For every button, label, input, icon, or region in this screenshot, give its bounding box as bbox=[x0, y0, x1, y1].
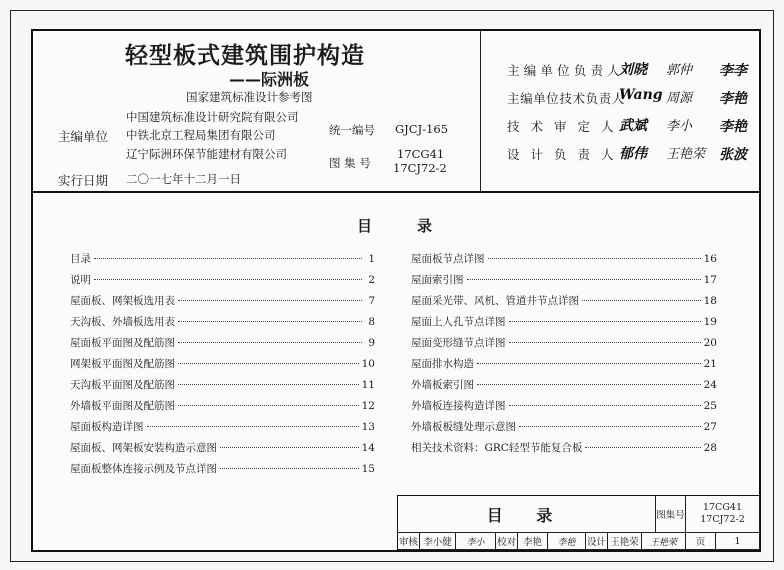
toc-page: 7 bbox=[368, 295, 375, 307]
toc-leader bbox=[477, 384, 701, 385]
atlas-number-value-2: 17CJ72-2 bbox=[393, 161, 447, 175]
toc-heading-left: 目 bbox=[357, 217, 373, 235]
toc-title: 屋面变形缝节点详图 bbox=[411, 337, 506, 349]
toc-page: 15 bbox=[361, 463, 375, 475]
toc-title: 屋面采光带、风机、管道井节点详图 bbox=[411, 295, 579, 307]
editor-unit-3: 辽宁际洲环保节能建材有限公司 bbox=[126, 147, 287, 161]
toc-page: 2 bbox=[368, 274, 375, 286]
resp-signature: Wang bbox=[619, 87, 663, 103]
toc-title: 天沟板平面图及配筋图 bbox=[70, 379, 175, 391]
toc-page: 21 bbox=[703, 358, 717, 370]
toc-title: 屋面板整体连接示例及节点详图 bbox=[70, 463, 217, 475]
design-signature: 王艳荣 bbox=[642, 533, 686, 550]
toc-row bbox=[411, 398, 717, 412]
resp-label-2: 主编单位技术负责人 bbox=[507, 91, 625, 106]
toc-page: 8 bbox=[368, 316, 375, 328]
toc-title: 屋面索引图 bbox=[411, 274, 464, 286]
toc-page: 20 bbox=[703, 337, 717, 349]
resp-signature: 李李 bbox=[719, 63, 747, 79]
atlas-number-label: 图 集 号 bbox=[329, 156, 371, 170]
toc-row bbox=[70, 335, 375, 349]
atlas-number-value-1: 17CG41 bbox=[397, 147, 445, 161]
toc-leader bbox=[582, 300, 701, 301]
title-block-atlas-value-1: 17CG41 bbox=[702, 502, 743, 513]
toc-leader bbox=[147, 426, 359, 427]
toc-page: 1 bbox=[368, 253, 375, 265]
toc-page: 9 bbox=[368, 337, 375, 349]
toc-title: 外墙板板缝处理示意图 bbox=[411, 421, 516, 433]
resp-signature: 李小 bbox=[666, 119, 693, 134]
resp-label-4: 设计负责人 bbox=[507, 147, 625, 162]
toc-row bbox=[70, 293, 375, 307]
toc-page: 24 bbox=[703, 379, 717, 391]
toc-title: 屋面板平面图及配筋图 bbox=[70, 337, 175, 349]
review-signature: 李小 bbox=[456, 533, 496, 550]
toc-row bbox=[411, 251, 717, 265]
toc-page: 27 bbox=[703, 421, 717, 433]
resp-signature: 张波 bbox=[719, 147, 747, 163]
resp-signature: 李艳 bbox=[719, 119, 747, 135]
toc-leader bbox=[178, 363, 359, 364]
toc-page: 16 bbox=[703, 253, 717, 265]
title-block bbox=[397, 495, 759, 550]
page-label: 页 bbox=[686, 533, 716, 550]
toc-row bbox=[411, 377, 717, 391]
toc-leader bbox=[220, 468, 359, 469]
toc-row bbox=[70, 272, 375, 286]
toc-row bbox=[411, 314, 717, 328]
code-value: GJCJ-165 bbox=[395, 122, 449, 136]
toc-leader bbox=[509, 342, 701, 343]
resp-signature: 郭仲 bbox=[666, 63, 693, 78]
resp-signature: 王艳荣 bbox=[666, 147, 706, 162]
header-divider bbox=[33, 191, 759, 193]
date-value: 二〇一七年十二月一日 bbox=[126, 172, 241, 186]
toc-page: 14 bbox=[361, 442, 375, 454]
atlas-category: 国家建筑标准设计参考图 bbox=[186, 90, 313, 104]
toc-row bbox=[411, 356, 717, 370]
title-block-name: 目 录 bbox=[398, 496, 656, 533]
toc-title: 屋面排水构造 bbox=[411, 358, 474, 370]
toc-leader bbox=[178, 405, 359, 406]
check-name: 李艳 bbox=[518, 533, 548, 550]
toc-title: 目录 bbox=[70, 253, 91, 265]
toc-row bbox=[411, 293, 717, 307]
resp-label-1: 主编单位负责人 bbox=[507, 63, 624, 78]
resp-signature: 刘晓 bbox=[619, 62, 647, 78]
toc-leader bbox=[488, 258, 701, 259]
toc-title: 天沟板、外墙板选用表 bbox=[70, 316, 175, 328]
toc-title: 外墙板平面图及配筋图 bbox=[70, 400, 175, 412]
toc-row bbox=[70, 398, 375, 412]
title-block-atlas-label: 图集号 bbox=[656, 496, 686, 533]
design-label: 设计 bbox=[586, 533, 608, 550]
toc-row bbox=[70, 251, 375, 265]
toc-title: 外墙板连接构造详图 bbox=[411, 400, 506, 412]
toc-leader bbox=[477, 363, 701, 364]
editor-unit-1: 中国建筑标准设计研究院有限公司 bbox=[126, 110, 299, 124]
check-signature: 李艳 bbox=[548, 533, 586, 550]
header-vertical-divider bbox=[480, 31, 481, 191]
date-label: 实行日期 bbox=[58, 173, 109, 188]
design-name: 王艳荣 bbox=[608, 533, 642, 550]
code-label: 统一编号 bbox=[329, 123, 375, 137]
toc-row bbox=[70, 356, 375, 370]
toc-title: 屋面板构造详图 bbox=[70, 421, 144, 433]
toc-row bbox=[411, 440, 717, 454]
resp-signature: 武斌 bbox=[619, 118, 647, 134]
toc-leader bbox=[178, 384, 359, 385]
toc-page: 25 bbox=[703, 400, 717, 412]
toc-title: 网架板平面图及配筋图 bbox=[70, 358, 175, 370]
toc-row bbox=[70, 314, 375, 328]
toc-leader bbox=[178, 342, 362, 343]
title-block-atlas-value-2: 17CJ72-2 bbox=[700, 514, 745, 525]
toc-row bbox=[411, 419, 717, 433]
toc-leader bbox=[220, 447, 359, 448]
resp-signature: 周源 bbox=[666, 91, 693, 106]
toc-leader bbox=[94, 258, 362, 259]
toc-row bbox=[70, 461, 375, 475]
review-name: 李小健 bbox=[420, 533, 456, 550]
atlas-title: 轻型板式建筑围护构造 bbox=[125, 43, 365, 69]
page-value: 1 bbox=[716, 533, 760, 550]
toc-leader bbox=[94, 279, 362, 280]
toc-title: 相关技术资料：GRC轻型节能复合板 bbox=[411, 442, 583, 454]
atlas-subtitle: ——际洲板 bbox=[229, 70, 310, 89]
toc-page: 13 bbox=[361, 421, 375, 433]
editor-label: 主编单位 bbox=[58, 129, 109, 144]
check-label: 校对 bbox=[496, 533, 518, 550]
toc-title: 屋面板、网架板安装构造示意图 bbox=[70, 442, 217, 454]
toc-leader bbox=[509, 405, 701, 406]
toc-leader bbox=[519, 426, 701, 427]
title-block-atlas-values bbox=[686, 496, 760, 533]
review-label: 审核 bbox=[398, 533, 420, 550]
toc-page: 19 bbox=[703, 316, 717, 328]
toc-title: 屋面上人孔节点详图 bbox=[411, 316, 506, 328]
toc-leader bbox=[178, 300, 362, 301]
toc-heading-right: 录 bbox=[417, 217, 433, 235]
toc-page: 11 bbox=[361, 379, 375, 391]
resp-signature: 郁伟 bbox=[619, 146, 647, 162]
toc-page: 18 bbox=[703, 295, 717, 307]
drawing-frame bbox=[31, 29, 761, 552]
toc-page: 28 bbox=[703, 442, 717, 454]
toc-row bbox=[70, 419, 375, 433]
toc-leader bbox=[178, 321, 362, 322]
toc-title: 说明 bbox=[70, 274, 91, 286]
toc-leader bbox=[585, 447, 700, 448]
toc-title: 屋面板节点详图 bbox=[411, 253, 485, 265]
toc-row bbox=[411, 272, 717, 286]
toc-title: 屋面板、网架板选用表 bbox=[70, 295, 175, 307]
toc-row bbox=[70, 377, 375, 391]
editor-unit-2: 中铁北京工程局集团有限公司 bbox=[126, 128, 276, 142]
toc-leader bbox=[467, 279, 701, 280]
resp-signature: 李艳 bbox=[719, 91, 747, 107]
toc-page: 12 bbox=[361, 400, 375, 412]
toc-page: 17 bbox=[703, 274, 717, 286]
toc-title: 外墙板索引图 bbox=[411, 379, 474, 391]
toc-page: 10 bbox=[361, 358, 375, 370]
toc-row bbox=[70, 440, 375, 454]
resp-label-3: 技术审定人 bbox=[507, 119, 625, 134]
toc-row bbox=[411, 335, 717, 349]
toc-leader bbox=[509, 321, 701, 322]
